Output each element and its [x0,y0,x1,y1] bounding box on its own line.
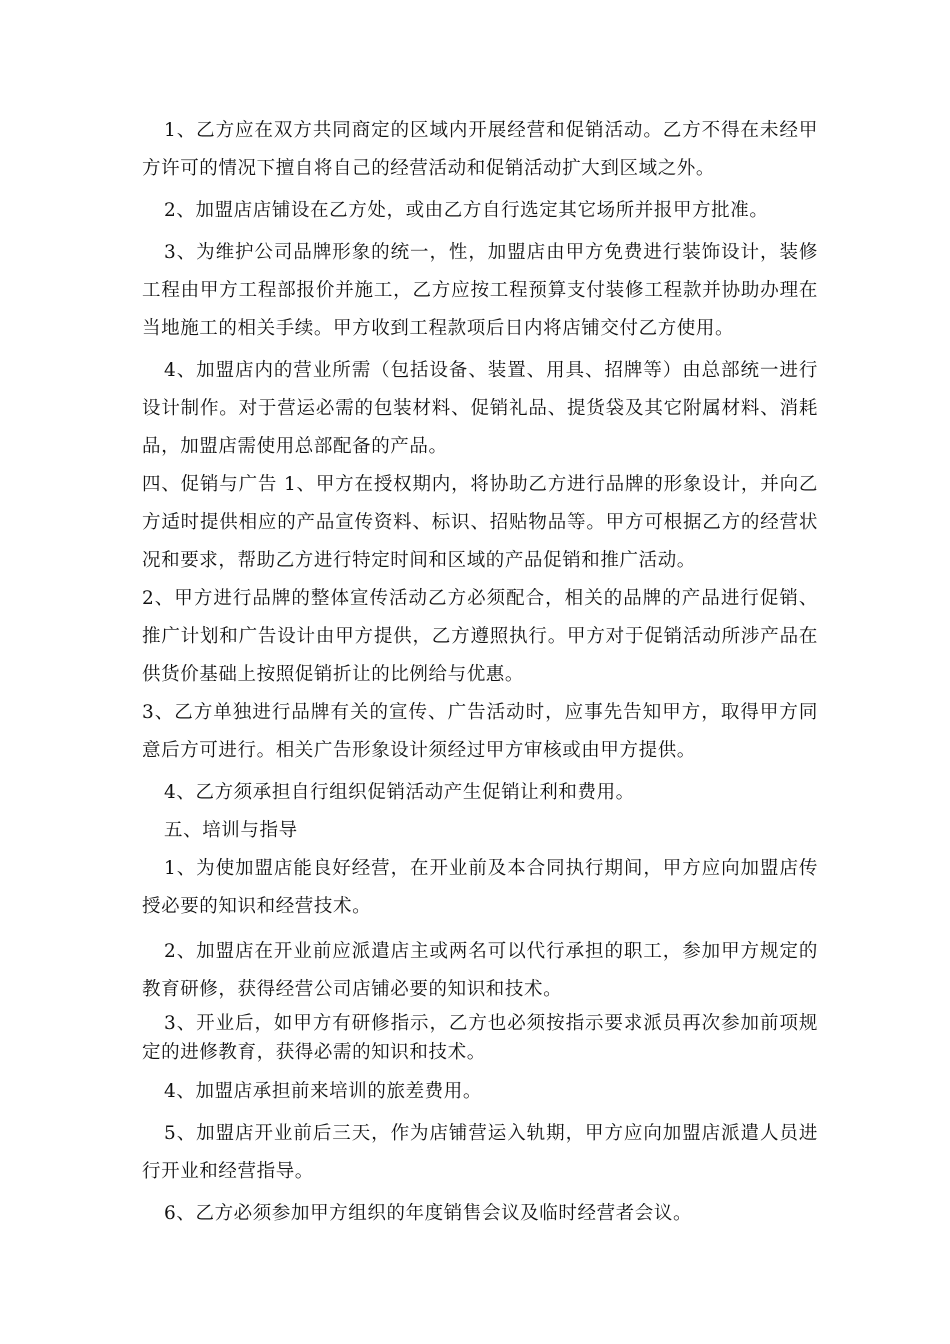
paragraph-training-dispatch: 2、加盟店在开业前应派遣店主或两名可以代行承担的职工，参加甲方规定的教育研修，获得经营公司店铺必要的知识和技术。 [142,941,818,1000]
paragraph-further-training: 3、开业后，如甲方有研修指示，乙方也必须按指示要求派员再次参加前项规定的进修教育，获得必需的知识和技术。 [142,1013,818,1063]
paragraph-travel-expenses: 4、加盟店承担前来培训的旅差费用。 [164,1081,482,1102]
section-heading-training: 五、培训与指导 [164,820,298,841]
paragraph-brand-publicity: 2、甲方进行品牌的整体宣传活动乙方必须配合，相关的品牌的产品进行促销、推广计划和广告设计由甲方提供，乙方遵照执行。甲方对于促销活动所涉产品在供货价基础上按照促销折让的比例给与优惠。 [142,588,818,685]
paragraph-region-operations: 1、乙方应在双方共同商定的区域内开展经营和促销活动。乙方不得在未经甲方许可的情况下擅自将自己的经营活动和促销活动扩大到区域之外。 [142,120,818,179]
paragraph-store-equipment: 4、加盟店内的营业所需（包括设备、装置、用具、招牌等）由总部统一进行设计制作。对于营运必需的包装材料、促销礼品、提货袋及其它附属材料、消耗品，加盟店需使用总部配备的产品。 [142,360,818,457]
paragraph-promotion-advertising: 四、促销与广告 1、甲方在授权期内，将协助乙方进行品牌的形象设计，并向乙方适时提供相应的产品宣传资料、标识、招贴物品等。甲方可根据乙方的经营状况和要求，帮助乙方进行特定时间和区域的产品促销和推广活动。 [142,474,818,571]
paragraph-store-location: 2、加盟店店铺设在乙方处，或由乙方自行选定其它场所并报甲方批准。 [164,200,769,221]
document-body [142,112,818,1233]
paragraph-annual-meeting: 6、乙方必须参加甲方组织的年度销售会议及临时经营者会议。 [164,1203,693,1224]
paragraph-store-decoration: 3、为维护公司品牌形象的统一，性，加盟店由甲方免费进行装饰设计，装修工程由甲方工程部报价并施工，乙方应按工程预算支付装修工程款并协助办理在当地施工的相关手续。甲方收到工程款项后日内将店铺交付乙方使用。 [142,242,818,339]
paragraph-promotion-costs: 4、乙方须承担自行组织促销活动产生促销让利和费用。 [164,782,635,803]
paragraph-training-knowledge: 1、为使加盟店能良好经营，在开业前及本合同执行期间，甲方应向加盟店传授必要的知识和经营技术。 [142,858,818,917]
paragraph-independent-advertising: 3、乙方单独进行品牌有关的宣传、广告活动时，应事先告知甲方，取得甲方同意后方可进行。相关广告形象设计须经过甲方审核或由甲方提供。 [142,702,818,761]
paragraph-opening-guidance: 5、加盟店开业前后三天，作为店铺营运入轨期，甲方应向加盟店派遣人员进行开业和经营指导。 [142,1123,818,1182]
